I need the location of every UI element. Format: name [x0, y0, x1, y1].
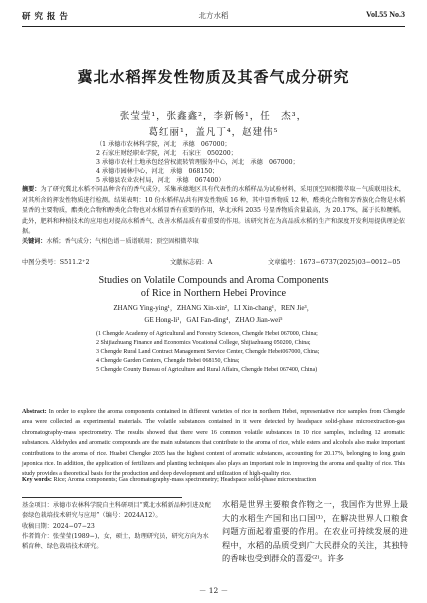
- english-affiliation: 3 Chengde Rural Land Contract Management Service Center, Chengde Hebei067000, China;: [96, 349, 320, 355]
- english-affiliation: 5 Chengde County Bureau of Agriculture and Rural Affairs, Chengde Hebei 067400, China): [96, 367, 318, 373]
- english-abstract-text: In order to explore the aroma components contained in different varieties of rice in northern Hebei, representative rice samples from Chengde area were collected as experimental materials. The volatile substances contained in it were detected by headspace solid-phase microextraction-gas chromatography-mass spectrometry. The results showed that there were 16 common volatile substances in 10 rice samples, including 12 aromatic substances. Aldehydes and aromatic compounds are the main substances that contribute to the aroma of rice, while esters and alcohols also make important contributions to the aroma of rice. Huabei Chengke 2035 has the highest content of aromatic substances, accounting for 20.17%, belonging to long grain japonica rice. In addition, the application of fertilizers and planting techniques also plays an important role in improving the aroma and quality of rice. This study provides a theoretical basis for the production and deep development and utilization of high-quality rice.: [22, 409, 405, 478]
- chinese-affiliation: （1 承德市农林科学院，河北 承德 067000；: [96, 141, 231, 148]
- english-title: [0, 274, 427, 300]
- footnotes: [22, 501, 212, 552]
- chinese-affiliation: 4 承德市园林中心，河北 承德 068150；: [96, 168, 219, 175]
- page-number: － 12 －: [198, 586, 229, 595]
- english-title-line-1: Studies on Volatile Compounds and Aroma Components: [98, 275, 329, 286]
- english-keywords: [22, 477, 405, 483]
- english-authors-line-2: GE Hong-li¹，GAI Fan-ding⁴，ZHAO Jian-wei⁵: [144, 316, 283, 324]
- chinese-authors-line-2: 葛红丽¹，盖凡丁⁴，赵建伟⁵: [148, 127, 279, 138]
- english-abstract: [22, 407, 405, 480]
- chinese-keywords-text: 水稻；香气成分；气相色谱－质谱联用；顶空固相微萃取: [46, 238, 199, 245]
- chinese-abstract-text: 为了研究冀北水稻不同品种含有的香气成分，采集承德地区具有代表性的水稻样品为试验材料，采用顶空固相微萃取－气质联用技术，对其所含的挥发性物质进行检测。结果表明：10 份水稻样品共有挥发性物质 16 种，其中显香物质 12 种，醛类化合物和芳香族化合物是水稻显香的主要物质，酯类化合物和醇类化合物也对水稻显香有重要的作用，华北承科 2035 号显香物质含量最高，为 20.17%，属于长粒粳稻。此外，肥料和种植技术的应用也对提高水稻香气、改善水稻品质有着重要的作用。该研究旨在为高品质水稻的生产和深度开发利用提供理论依据。: [22, 186, 406, 236]
- chinese-abstract: [22, 185, 405, 238]
- chinese-affiliation: 5 承德县农业农村局，河北 承德 067400）: [96, 177, 225, 184]
- english-authors-line-1: ZHANG Ying-ying¹，ZHANG Xin-xin²，LI Xin-chang¹，REN Jie³，: [113, 304, 314, 312]
- article-number: 文章编号：1673−6737(2025)03−0012−05: [268, 259, 401, 266]
- author-bio: 作者简介：张莹莹(1989−)，女，硕士，助理研究员，研究方向为水稻育种、绿色栽培技术研究。: [22, 532, 209, 551]
- body-intro: 水稻是世界主要粮食作物之一，我国作为世界上最大的水稻生产国和出口国⁽¹⁾，在解决世界人口粮食问题方面起着重要的作用。在农业可持续发展的进程中，水稻的品质受到广大民群众的关注，其独特的香味也受到群众的喜爱⁽²⁾。许多: [222, 499, 408, 563]
- english-affiliation: 4 Chengde Garden Centers, Chengde Hebei 068150, China;: [96, 358, 240, 364]
- chinese-abstract-label: 摘要：: [22, 186, 41, 193]
- journal-name: 北方水稻: [198, 11, 229, 20]
- header-rule: [22, 26, 405, 27]
- volume-label: Vol.55 No.3: [365, 10, 405, 19]
- english-keywords-label: Key words:: [22, 477, 52, 483]
- english-abstract-label: Abstract:: [22, 409, 47, 415]
- document-code: 文献标志码：A: [170, 259, 213, 266]
- clc-number: 中图分类号：S511.2⁺2: [22, 259, 90, 266]
- chinese-affiliation: 3 承德市农村土地承包经营权流转管理服务中心，河北 承德 067000；: [96, 159, 299, 166]
- chinese-authors-line-1: 张莹莹¹，张鑫鑫²，李新畅¹，任 杰³，: [119, 111, 308, 122]
- chinese-keywords-label: 关键词：: [22, 238, 47, 245]
- english-affiliation: 2 Shijiazhuang Finance and Economics Vocational College, Shijiazhuang 050200, China;: [96, 340, 311, 346]
- fund-note: 基金项目：承德市农林科学院自主科研项目“冀北水稻新品种引进及配套绿色栽培技术研究与应用”（编号：2024A12）。: [22, 502, 211, 520]
- english-keywords-text: Rice; Aroma components; Gas chromatography-mass spectrometry; Headspace solid-phase microextraction: [53, 477, 317, 483]
- english-affiliation: (1 Chengde Academy of Agricultural and Forestry Sciences, Chengde Hebei 067000, China;: [96, 331, 318, 337]
- footnote-rule: [22, 497, 182, 498]
- chinese-keywords: [22, 236, 405, 245]
- chinese-affiliation: 2 石家庄财经职业学院，河北 石家庄 050200；: [96, 150, 237, 157]
- received-date: 收稿日期：2024−07−23: [22, 522, 95, 530]
- english-title-line-2: of Rice in Northern Hebei Province: [140, 288, 287, 299]
- section-label: 研 究 报 告: [22, 12, 69, 22]
- chinese-title: 冀北水稻挥发性物质及其香气成分研究: [77, 68, 350, 86]
